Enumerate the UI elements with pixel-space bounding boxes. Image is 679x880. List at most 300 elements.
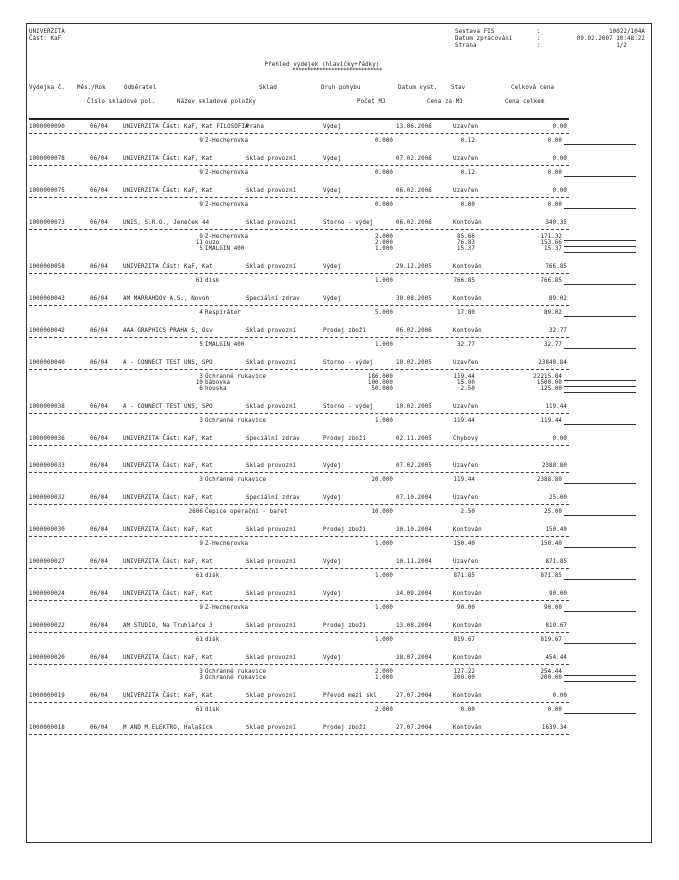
voucher-total: 766.85 — [545, 264, 567, 270]
voucher-total: 0.00 — [552, 436, 567, 442]
voucher-period: 06/04 — [90, 591, 108, 597]
col-period: Měs./Rok — [77, 85, 106, 91]
voucher-date: 06.02.2006 — [396, 328, 432, 334]
col-voucher: Výdejka č. — [29, 85, 65, 91]
item-qty: 10.000 — [371, 509, 393, 515]
header-org: UNIVERZITA — [29, 29, 65, 35]
voucher-partner: A - CONNECT TEST UNS, SPO — [123, 404, 213, 410]
item-qty: 186.000 — [367, 374, 393, 380]
item-name: disk — [205, 637, 220, 643]
item-qty: 1.000 — [375, 605, 393, 611]
voucher-partner: UNIVERZITA Část: KaF, Kat FILOSOFIA — [123, 124, 249, 130]
record-divider — [29, 133, 569, 134]
voucher-period: 06/04 — [90, 495, 108, 501]
voucher-period: 06/04 — [90, 725, 108, 731]
col-store: Sklad — [259, 85, 277, 91]
voucher-movement: Výdej — [323, 495, 341, 501]
item-sum: 125.00 — [540, 386, 562, 392]
voucher-date: 02.11.2005 — [396, 436, 432, 442]
item-name: Z-Hecherovka — [205, 541, 249, 547]
voucher-movement: Výdej — [323, 463, 341, 469]
item-code: 2606 — [188, 509, 203, 515]
voucher-total: 819.67 — [545, 623, 567, 629]
header-page-number: 1/2 — [616, 43, 627, 49]
header-label-report: Sestava FIS — [455, 29, 495, 35]
item-qty: 1.000 — [375, 418, 393, 424]
signature-line — [564, 392, 636, 393]
voucher-period: 06/04 — [90, 360, 108, 366]
item-qty: 50.000 — [371, 386, 393, 392]
voucher-partner: UNIVERZITA Část: KaF, Kat — [123, 188, 213, 194]
voucher-status: Kontován — [453, 655, 482, 661]
item-name: Z-Hecherovka — [205, 170, 249, 176]
header-label-page: Strana — [455, 43, 477, 49]
item-unit-price: 76.83 — [457, 240, 475, 246]
item-code: 5 — [199, 342, 203, 348]
col-item-code: Číslo skladové pol. — [87, 99, 156, 105]
item-code: 3 — [199, 669, 203, 675]
item-code: 9 — [199, 138, 203, 144]
voucher-status: Uzavřen — [453, 404, 479, 410]
voucher-total: 0.00 — [552, 693, 567, 699]
voucher-date: 06.02.2006 — [396, 220, 432, 226]
voucher-store: Sklad provozní — [246, 527, 297, 533]
item-sum: 171.32 — [540, 234, 562, 240]
item-code: 9 — [199, 541, 203, 547]
item-qty: 2.000 — [375, 707, 393, 713]
signature-line — [564, 380, 636, 381]
voucher-status: Kontován — [453, 693, 482, 699]
item-unit-price: 0.12 — [460, 170, 475, 176]
item-name: IMALGIN 400 — [205, 246, 245, 252]
voucher-partner: AM MARRAHDOV A.S., Novoh — [123, 296, 210, 302]
voucher-movement: Výdej — [323, 655, 341, 661]
voucher-period: 06/04 — [90, 220, 108, 226]
signature-line — [564, 246, 636, 247]
item-sum: 15.37 — [544, 246, 562, 252]
voucher-movement: Výdej — [323, 156, 341, 162]
record-divider — [29, 664, 569, 665]
voucher-total: 90.00 — [549, 591, 567, 597]
voucher-number: 1000000043 — [29, 296, 65, 302]
voucher-status: Kontován — [453, 328, 482, 334]
signature-line — [564, 316, 636, 317]
record-divider — [29, 197, 569, 198]
voucher-store: Sklad provozní — [246, 463, 297, 469]
item-sum: 766.85 — [540, 278, 562, 284]
voucher-status: Uzavřen — [453, 559, 479, 565]
item-code: 3 — [199, 374, 203, 380]
item-unit-price: 819.67 — [453, 637, 475, 643]
item-unit-price: 0.00 — [460, 707, 475, 713]
voucher-number: 1000000090 — [29, 124, 65, 130]
col-status: Stav — [451, 85, 466, 91]
item-sum: 32.77 — [544, 342, 562, 348]
item-unit-price: 90.00 — [457, 605, 475, 611]
item-code: 3 — [199, 675, 203, 681]
voucher-partner: UNIVERZITA Část: KaF, Kat — [123, 655, 213, 661]
item-sum: 0.00 — [547, 707, 562, 713]
voucher-date: 07.02.2005 — [396, 463, 432, 469]
voucher-total: 23840.84 — [538, 360, 567, 366]
signature-line — [564, 579, 636, 580]
voucher-period: 06/04 — [90, 527, 108, 533]
item-name: Z-Hecherovka — [205, 234, 249, 240]
item-name: Z-Hecherovka — [205, 138, 249, 144]
voucher-status: Kontován — [453, 220, 482, 226]
signature-line — [564, 240, 636, 241]
item-name: Ochranné rukavice — [205, 675, 267, 681]
voucher-period: 06/04 — [90, 328, 108, 334]
item-code: 3 — [199, 418, 203, 424]
voucher-movement: Převod mezi skl — [323, 693, 377, 699]
signature-line — [564, 144, 636, 145]
signature-line — [564, 643, 636, 644]
voucher-date: 07.10.2004 — [396, 495, 432, 501]
item-unit-price: 119.44 — [453, 477, 475, 483]
col-date: Datum vyst. — [398, 85, 438, 91]
item-name: Z-Hecherovka — [205, 202, 249, 208]
item-sum: 0.00 — [547, 138, 562, 144]
item-sum: 150.40 — [540, 541, 562, 547]
voucher-date: 20.10.2004 — [396, 527, 432, 533]
voucher-status: Kontován — [453, 296, 482, 302]
col-item-name: Název skladové položky — [177, 99, 256, 105]
item-qty: 1.000 — [375, 675, 393, 681]
item-unit-price: 2.50 — [460, 509, 475, 515]
item-qty: 1.000 — [375, 541, 393, 547]
voucher-period: 06/04 — [90, 404, 108, 410]
item-code: 4 — [199, 310, 203, 316]
item-sum: 90.00 — [544, 605, 562, 611]
signature-line — [564, 284, 636, 285]
item-qty: 2.000 — [375, 240, 393, 246]
voucher-number: 1000000019 — [29, 693, 65, 699]
item-sum: 153.66 — [540, 240, 562, 246]
voucher-number: 1000000036 — [29, 436, 65, 442]
item-name: bábovka — [205, 380, 231, 386]
voucher-store: Sklad provozní — [246, 220, 297, 226]
report-title: Přehled výdejek (hlavičky+řádky) — [264, 62, 380, 68]
header-label-date: Datum zpracování — [455, 36, 513, 42]
voucher-movement: Storno - výdej — [323, 404, 374, 410]
item-qty: 5.000 — [375, 310, 393, 316]
col-qty: Počet MJ — [357, 99, 386, 105]
item-code: 10 — [195, 380, 203, 386]
record-divider — [29, 369, 569, 370]
voucher-total: 0.00 — [552, 156, 567, 162]
voucher-store: Speciální zdrav — [246, 296, 300, 302]
voucher-store: Sklad provozní — [246, 655, 297, 661]
voucher-movement: Storno - výdej — [323, 220, 374, 226]
record-divider — [29, 413, 569, 414]
voucher-period: 06/04 — [90, 296, 108, 302]
voucher-partner: UNIVERZITA Část: KaF, Kat — [123, 156, 213, 162]
voucher-total: 32.77 — [549, 328, 567, 334]
record-divider — [29, 600, 569, 601]
voucher-partner: UNIVERZITA Část: KaF, Kat — [123, 559, 213, 565]
voucher-partner: UNIVERZITA Část: KaF, Kat — [123, 436, 213, 442]
voucher-total: 89.02 — [549, 296, 567, 302]
voucher-date: 28.07.2004 — [396, 655, 432, 661]
item-name: disk — [205, 707, 220, 713]
record-divider — [29, 504, 569, 505]
item-sum: 254.44 — [540, 669, 562, 675]
voucher-movement: Prodej zboží — [323, 623, 367, 629]
voucher-total: 340.35 — [545, 220, 567, 226]
voucher-partner: A - CONNECT TEST UNS, SPO — [123, 360, 213, 366]
voucher-partner: AAA GRAPHICS PRAHA S, Osv — [123, 328, 213, 334]
voucher-store: Speciální zdrav — [246, 495, 300, 501]
col-partner: Odběratel — [124, 85, 157, 91]
voucher-period: 06/04 — [90, 655, 108, 661]
item-unit-price: 32.77 — [457, 342, 475, 348]
voucher-partner: UNIVERZITA Část: KaF, Kat — [123, 527, 213, 533]
item-sum: 22215.84 — [533, 374, 562, 380]
voucher-date: 10.02.2005 — [396, 404, 432, 410]
item-code: 9 — [199, 605, 203, 611]
item-code: 9 — [199, 234, 203, 240]
voucher-movement: Výdej — [323, 188, 341, 194]
voucher-date: 10.02.2005 — [396, 360, 432, 366]
item-sum: 0.00 — [547, 202, 562, 208]
voucher-total: 454.44 — [545, 655, 567, 661]
voucher-movement: Výdej — [323, 559, 341, 565]
voucher-status: Uzavřen — [453, 360, 479, 366]
voucher-store: Sklad provozní — [246, 264, 297, 270]
voucher-partner: M AND M ELEKTRO, Halašíck — [123, 725, 213, 731]
voucher-date: 13.06.2006 — [396, 124, 432, 130]
voucher-number: 1000000058 — [29, 264, 65, 270]
header-divider — [29, 118, 569, 120]
voucher-status: Uzavřen — [453, 495, 479, 501]
item-sum: 819.67 — [540, 637, 562, 643]
item-name: IMALGIN 400 — [205, 342, 245, 348]
voucher-number: 1000000033 — [29, 463, 65, 469]
voucher-total: 871.85 — [545, 559, 567, 565]
record-divider — [29, 734, 569, 735]
record-divider — [29, 273, 569, 274]
voucher-store: Sklad provozní — [246, 188, 297, 194]
item-name: Respirátor — [205, 310, 241, 316]
record-divider — [29, 632, 569, 633]
item-name: Ochranné rukavice — [205, 418, 267, 424]
item-qty: 1.000 — [375, 637, 393, 643]
item-unit-price: 871.85 — [453, 573, 475, 579]
item-qty: 2.000 — [375, 669, 393, 675]
record-divider — [29, 165, 569, 166]
item-name: Čepice operační - baret — [205, 509, 288, 515]
voucher-period: 06/04 — [90, 188, 108, 194]
signature-line — [564, 483, 636, 484]
signature-line — [564, 681, 636, 682]
col-unit-price: Cena za MJ — [427, 99, 463, 105]
voucher-date: 27.07.2004 — [396, 693, 432, 699]
item-unit-price: 17.80 — [457, 310, 475, 316]
voucher-period: 06/04 — [90, 693, 108, 699]
voucher-partner: UNIVERZITA Část: KaF, Kat — [123, 463, 213, 469]
voucher-total: 25.00 — [549, 495, 567, 501]
col-sum: Cena celkem — [505, 99, 545, 105]
item-unit-price: 2.50 — [460, 386, 475, 392]
voucher-status: Uzavřen — [453, 463, 479, 469]
item-qty: 0.000 — [375, 202, 393, 208]
voucher-number: 1000000073 — [29, 220, 65, 226]
voucher-status: Kontován — [453, 623, 482, 629]
item-qty: 1.000 — [375, 342, 393, 348]
signature-line — [564, 611, 636, 612]
item-code: 61 — [195, 637, 203, 643]
voucher-status: Uzavřen — [453, 124, 479, 130]
item-name: Ochranné rukavice — [205, 669, 267, 675]
voucher-date: 29.12.2005 — [396, 264, 432, 270]
voucher-date: 24.09.2004 — [396, 591, 432, 597]
item-name: disk — [205, 573, 220, 579]
record-divider — [29, 229, 569, 230]
voucher-store: Sklad provozní — [246, 559, 297, 565]
item-name: Ochranné rukavice — [205, 374, 267, 380]
item-sum: 2388.80 — [536, 477, 562, 483]
item-qty: 1.000 — [375, 573, 393, 579]
voucher-period: 06/04 — [90, 264, 108, 270]
voucher-period: 06/04 — [90, 463, 108, 469]
item-unit-price: 85.66 — [457, 234, 475, 240]
record-divider — [29, 472, 569, 473]
item-unit-price: 200.00 — [453, 675, 475, 681]
voucher-status: Kontován — [453, 591, 482, 597]
item-code: 3 — [199, 477, 203, 483]
item-qty: 0.000 — [375, 138, 393, 144]
item-sum: 200.00 — [540, 675, 562, 681]
voucher-movement: Prodej zboží — [323, 328, 367, 334]
voucher-store: Sklad provozní — [246, 328, 297, 334]
item-code: 6 — [199, 386, 203, 392]
item-sum: 89.02 — [544, 310, 562, 316]
voucher-total: 2388.80 — [541, 463, 567, 469]
item-code: 9 — [199, 202, 203, 208]
voucher-status: Uzavřen — [453, 188, 479, 194]
voucher-number: 1000000027 — [29, 559, 65, 565]
voucher-date: 13.08.2004 — [396, 623, 432, 629]
voucher-store: Sklad provozní — [246, 404, 297, 410]
voucher-number: 1000000038 — [29, 404, 65, 410]
header-report-id: 10022/104A — [609, 29, 645, 35]
voucher-status: Kontován — [453, 527, 482, 533]
voucher-period: 06/04 — [90, 559, 108, 565]
record-divider — [29, 702, 569, 703]
signature-line — [564, 386, 636, 387]
voucher-date: 07.02.2006 — [396, 156, 432, 162]
record-divider — [29, 337, 569, 338]
voucher-movement: Prodej zboží — [323, 725, 367, 731]
voucher-number: 1000000022 — [29, 623, 65, 629]
voucher-status: Chybový — [453, 436, 479, 442]
voucher-total: 119.44 — [545, 404, 567, 410]
signature-line — [564, 176, 636, 177]
record-divider — [29, 568, 569, 569]
item-unit-price: 127.22 — [453, 669, 475, 675]
voucher-movement: Výdej — [323, 264, 341, 270]
item-name: Z-Hecherovka — [205, 605, 249, 611]
voucher-partner: UNIVERZITA Část: KaF, Kat — [123, 693, 213, 699]
voucher-total: 0.00 — [552, 188, 567, 194]
item-name: ouzo — [205, 240, 220, 246]
signature-line — [564, 713, 636, 714]
item-name: disk — [205, 278, 220, 284]
header-processing-date: 09.02.2007 10:48:22 — [576, 36, 645, 42]
voucher-movement: Storno - výdej — [323, 360, 374, 366]
item-qty: 20.000 — [371, 477, 393, 483]
voucher-status: Kontován — [453, 725, 482, 731]
voucher-period: 06/04 — [90, 156, 108, 162]
voucher-movement: Výdej — [323, 124, 341, 130]
voucher-movement: Prodej zboží — [323, 436, 367, 442]
item-name: Ochranné rukavice — [205, 477, 267, 483]
voucher-store: Sklad provozní — [246, 591, 297, 597]
voucher-partner: AM STUDIO, Na Truhlářce 3 — [123, 623, 213, 629]
voucher-period: 06/04 — [90, 124, 108, 130]
voucher-total: 0.00 — [552, 124, 567, 130]
item-unit-price: 119.44 — [453, 374, 475, 380]
col-movement: Druh pohybu — [321, 85, 361, 91]
item-code: 5 — [199, 246, 203, 252]
item-code: 9 — [199, 170, 203, 176]
item-qty: 2.000 — [375, 234, 393, 240]
signature-line — [564, 515, 636, 516]
item-qty: 100.000 — [367, 380, 393, 386]
item-sum: 25.00 — [544, 509, 562, 515]
voucher-number: 1000000078 — [29, 156, 65, 162]
item-sum: 119.44 — [540, 418, 562, 424]
voucher-number: 1000000042 — [29, 328, 65, 334]
item-sum: 871.85 — [540, 573, 562, 579]
voucher-store: Sklad provozní — [246, 156, 297, 162]
voucher-store: Sklad provozní — [246, 623, 297, 629]
item-sum: 1500.00 — [536, 380, 562, 386]
voucher-number: 1000000030 — [29, 527, 65, 533]
voucher-partner: UNIVERZITA Část: KaF, Kat — [123, 264, 213, 270]
item-qty: 0.000 — [375, 170, 393, 176]
item-unit-price: 119.44 — [453, 418, 475, 424]
signature-line — [564, 424, 636, 425]
record-divider — [29, 305, 569, 306]
signature-line — [564, 348, 636, 349]
voucher-date: 30.08.2005 — [396, 296, 432, 302]
signature-line — [564, 547, 636, 548]
signature-line — [564, 252, 636, 253]
item-sum: 0.00 — [547, 170, 562, 176]
voucher-number: 1000000020 — [29, 655, 65, 661]
voucher-store: Praha — [246, 124, 264, 130]
item-name: houska — [205, 386, 227, 392]
voucher-store: Sklad provozní — [246, 693, 297, 699]
voucher-number: 1000000024 — [29, 591, 65, 597]
item-code: 61 — [195, 278, 203, 284]
item-unit-price: 15.37 — [457, 246, 475, 252]
voucher-total: 1639.34 — [541, 725, 567, 731]
voucher-partner: UNIVERZITA Část: KaF, Kat — [123, 591, 213, 597]
item-unit-price: 150.40 — [453, 541, 475, 547]
voucher-number: 1000000032 — [29, 495, 65, 501]
voucher-partner: UNIVERZITA Část: KaF, Kat — [123, 495, 213, 501]
voucher-movement: Prodej zboží — [323, 527, 367, 533]
item-unit-price: 0.12 — [460, 138, 475, 144]
item-unit-price: 766.85 — [453, 278, 475, 284]
signature-line — [564, 208, 636, 209]
voucher-store: Sklad provozní — [246, 725, 297, 731]
record-divider — [29, 536, 569, 537]
voucher-status: Uzavřen — [453, 156, 479, 162]
